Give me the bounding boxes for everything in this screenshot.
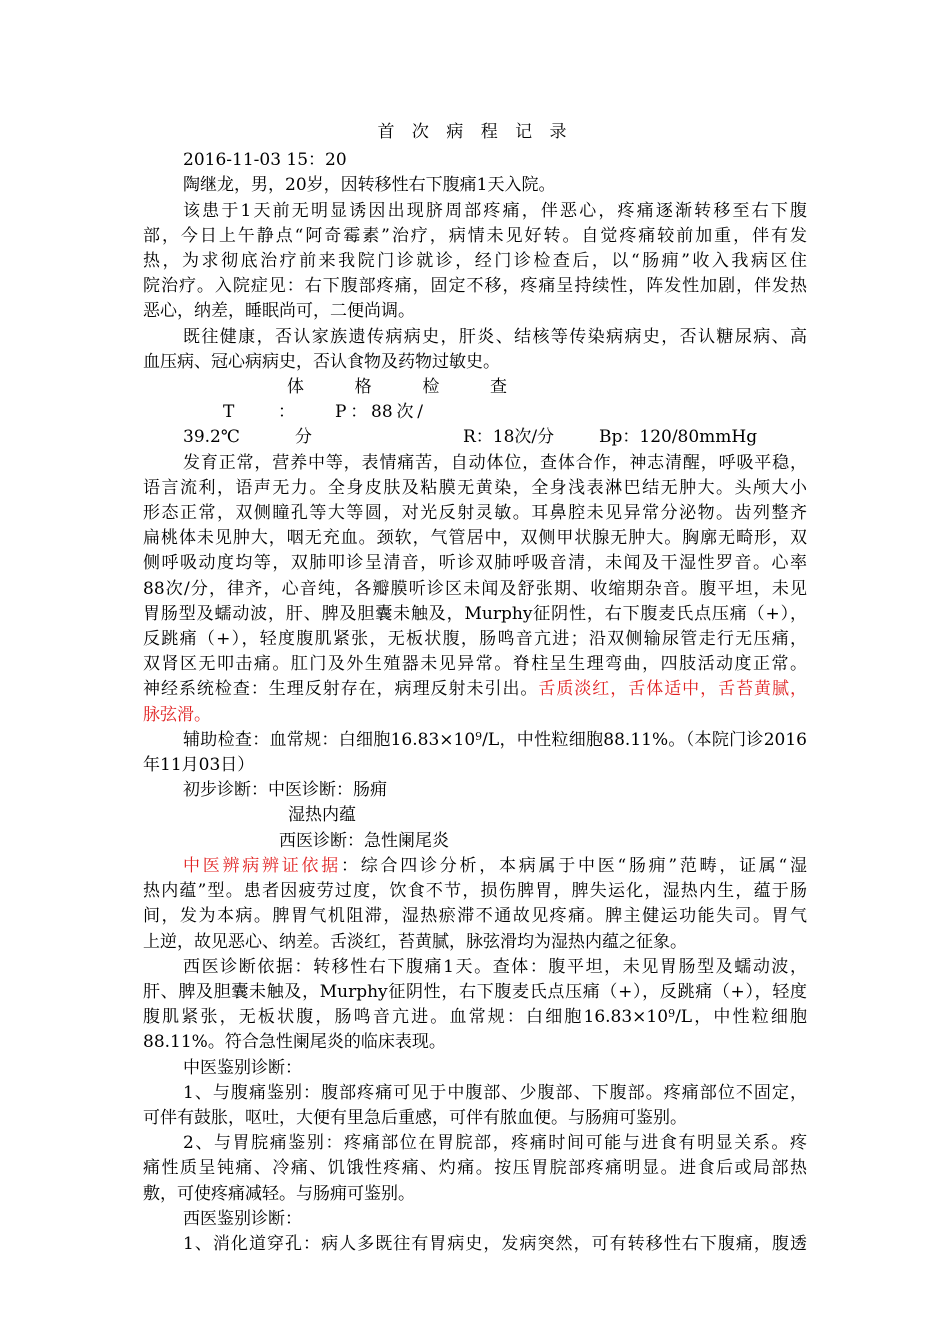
exam-line: 形态正常，双侧瞳孔等大等圆，对光反射灵敏。耳鼻腔未见异常分泌物。齿列整齐: [143, 503, 807, 524]
heading-char: 检: [422, 377, 440, 398]
neuro-exam-text: 神经系统检查：生理反射存在，病理反射未引出。: [143, 679, 539, 700]
heading-char: 格: [354, 377, 372, 398]
tcm-diff-line: 1、与腹痛鉴别：腹部疼痛可见于中腹部、少腹部、下腹部。疼痛部位不固定，: [183, 1082, 807, 1103]
tcm-basis-line: 上逆，故见恶心、纳差。舌淡红，苔黄腻，脉弦滑均为湿热内蕴之征象。: [143, 931, 687, 952]
exam-line: 扁桃体未见肿大，咽无充血。颈软，气管居中，双侧甲状腺无肿大。胸廓无畸形，双: [143, 528, 807, 549]
preliminary-diagnosis: [143, 778, 807, 854]
wm-diff-heading: 西医鉴别诊断：: [183, 1208, 302, 1229]
tcm-diff-heading: 中医鉴别诊断：: [183, 1057, 302, 1078]
wm-basis-line: 西医诊断依据：转移性右下腹痛1天。查体：腹平坦，未见胃肠型及蠕动波，: [183, 956, 807, 977]
tcm-basis-line: 热内蕴”型。患者因疲劳过度，饮食不节，损伤脾胃，脾失运化，湿热内生，蕴于肠: [143, 881, 807, 902]
tcm-diff-line: 可伴有鼓胀，呕吐，大便有里急后重感，可伴有脓血便。与肠痈可鉴别。: [143, 1107, 687, 1128]
past-line: 既往健康，否认家族遗传病病史，肝炎、结核等传染病病史，否认糖尿病、高: [183, 326, 807, 347]
tcm-diff-line: 痛性质呈钝痛、冷痛、饥饿性疼痛、灼痛。按压胃脘部疼痛明显。进食后或局部热: [143, 1158, 807, 1179]
wm-diff-line: 1、消化道穿孔：病人多既往有胃病史，发病突然，可有转移性右下腹痛，腹透: [183, 1233, 807, 1254]
heading-char: 体: [287, 377, 304, 398]
tcm-basis-label: 中医辨病辨证依据: [183, 855, 341, 876]
respiration: R：18次/分: [463, 427, 555, 448]
exam-line: 侧呼吸动度均等，双肺叩诊呈清音，听诊双肺呼吸音清，未闻及干湿性罗音。心率: [143, 553, 807, 574]
temperature: T：39.2℃: [183, 402, 295, 448]
past-line: 血压病、冠心病病史，否认食物及药物过敏史。: [143, 351, 500, 372]
wm-basis-text: /L，中性粒细胞: [675, 1007, 807, 1028]
past-history: [143, 325, 807, 375]
auxiliary-exam: [143, 728, 807, 778]
exam-line: 反跳痛（+），轻度腹肌紧张，无板状腹，肠鸣音亢进；沿双侧输尿管走行无压痛，: [143, 629, 807, 650]
tongue-exam-text: 舌质淡红，舌体适中，舌苔黄腻，: [538, 679, 808, 700]
physical-exam-heading: [143, 375, 807, 400]
pulse-exam-text: 脉弦滑。: [143, 704, 211, 725]
tcm-basis: [143, 854, 807, 955]
tcm-basis-text: ：综合四诊分析，本病属于中医“肠痈”范畴，证属“湿: [340, 855, 807, 876]
exam-line: 双肾区无叩击痛。肛门及外生殖器未见异常。脊柱呈生理弯曲，四肢活动度正常。: [143, 654, 807, 675]
aux-line: [143, 728, 807, 753]
aux-exponent: 9: [475, 729, 483, 743]
exam-line: 胃肠型及蠕动波，肝、脾及胆囊未触及，Murphy征阴性，右下腹麦氏点压痛（+），: [143, 603, 807, 624]
wm-basis-line: [143, 1005, 807, 1030]
diagnosis-line: 初步诊断：中医诊断：肠痈: [183, 780, 387, 801]
patient-intro: 陶继龙，男，20岁，因转移性右下腹痛1天入院。: [183, 175, 556, 196]
exam-line: 发育正常，营养中等，表情痛苦，自动体位，查体合作，神志清醒，呼吸平稳，: [183, 452, 807, 473]
tcm-diff-line: 敷，可使疼痛减轻。与肠痈可鉴别。: [143, 1183, 415, 1204]
aux-text: /L，中性粒细胞88.11%。（本院门诊2016: [482, 729, 807, 750]
diagnosis-line: 西医诊断：急性阑尾炎: [279, 830, 449, 851]
exam-line: 88次/分，律齐，心音纯，各瓣膜听诊区未闻及舒张期、收缩期杂音。腹平坦，未见: [143, 578, 807, 599]
history-line: 该患于1天前无明显诱因出现脐周部疼痛，伴恶心，疼痛逐渐转移至右下腹: [183, 200, 807, 221]
exam-line: [143, 677, 807, 702]
history-line: 热，为求彻底治疗前来我院门诊就诊，经门诊检查后，以“肠痈”收入我病区住: [143, 251, 807, 272]
wm-basis-line: 肝、脾及胆囊未触及，Murphy征阴性，右下腹麦氏点压痛（+），反跳痛（+），轻度: [143, 981, 807, 1002]
aux-text: 辅助检查：血常规：白细胞16.83×10: [183, 729, 476, 750]
tcm-differential: [143, 1056, 807, 1207]
wm-basis-exponent: 9: [668, 1007, 676, 1021]
blood-pressure: Bp：120/80mmHg: [599, 427, 758, 448]
history-line: 部，今日上午静点“阿奇霉素”治疗，病情未见好转。自觉疼痛较前加重，伴有发: [143, 225, 807, 246]
history-line: 院治疗。入院症见：右下腹部疼痛，固定不移，疼痛呈持续性，阵发性加剧，伴发热: [143, 276, 807, 297]
pulse: P：88次/分: [295, 402, 423, 448]
history-line: 恶心，纳差，睡眠尚可，二便尚调。: [143, 301, 415, 322]
record-datetime: 2016-11-03 15：20: [183, 150, 347, 171]
tcm-basis-line: [143, 854, 807, 879]
present-history: [143, 199, 807, 325]
wm-basis-text: 腹肌紧张，无板状腹，肠鸣音亢进。血常规：白细胞16.83×10: [143, 1007, 669, 1028]
tcm-diff-line: 2、与胃脘痛鉴别：疼痛部位在胃脘部，疼痛时间可能与进食有明显关系。疼: [183, 1133, 807, 1154]
vital-signs: [143, 400, 807, 450]
exam-line: 语言流利，语声无力。全身皮肤及粘膜无黄染，全身浅表淋巴结无肿大。头颅大小: [143, 477, 807, 498]
record-title: 首 次 病 程 记 录: [377, 122, 573, 142]
medical-record: [143, 120, 807, 1257]
physical-exam: [143, 451, 807, 728]
diagnosis-line: 湿热内蕴: [288, 805, 356, 826]
heading-char: 查: [489, 377, 507, 398]
wm-basis-line: 88.11%。符合急性阑尾炎的临床表现。: [143, 1032, 446, 1053]
aux-line: 年11月03日）: [143, 755, 255, 776]
tcm-basis-line: 间，发为本病。脾胃气机阻滞，湿热瘀滞不通故见疼痛。脾主健运功能失司。胃气: [143, 906, 807, 927]
wm-basis: [143, 955, 807, 1056]
wm-differential: [143, 1207, 807, 1257]
